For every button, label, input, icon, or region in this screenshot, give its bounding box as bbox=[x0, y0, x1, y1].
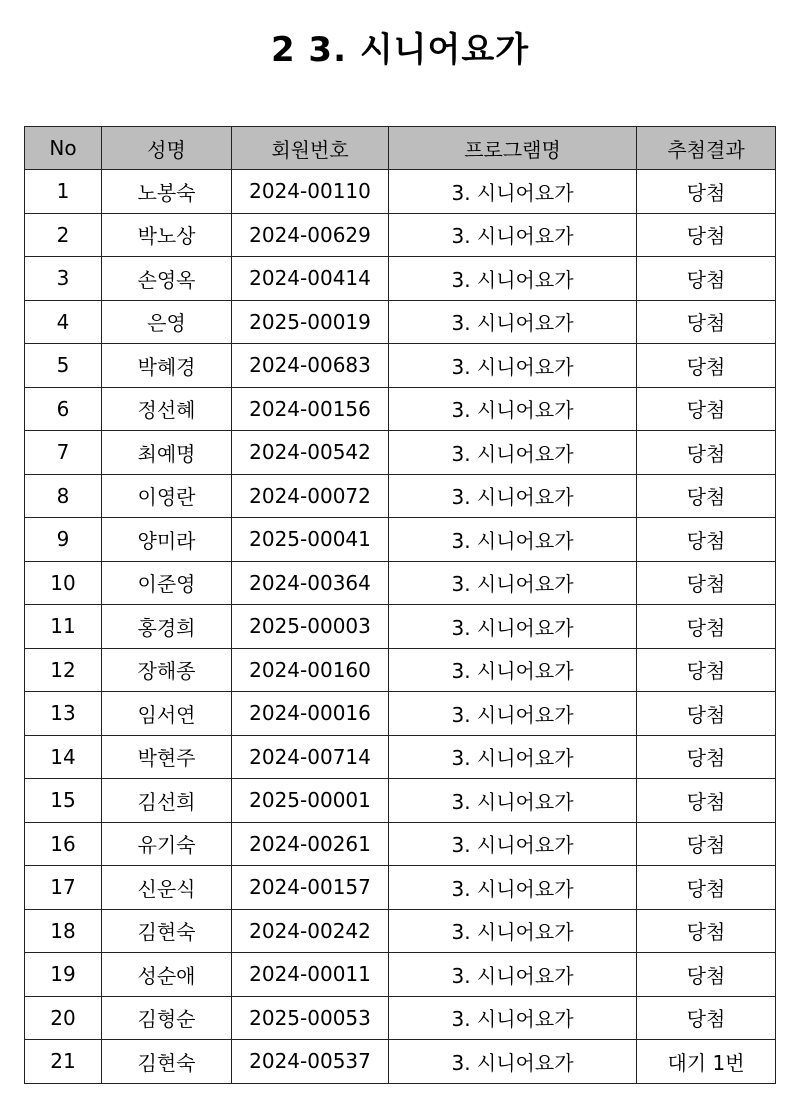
cell-no: 1 bbox=[25, 170, 102, 214]
cell-name: 박현주 bbox=[102, 735, 232, 779]
cell-lottery-result: 당첨 bbox=[637, 213, 776, 257]
cell-member-number: 2024-00242 bbox=[232, 909, 389, 953]
cell-name: 은영 bbox=[102, 300, 232, 344]
cell-no: 5 bbox=[25, 344, 102, 388]
header-name: 성명 bbox=[102, 127, 232, 170]
cell-member-number: 2024-00110 bbox=[232, 170, 389, 214]
cell-no: 21 bbox=[25, 1040, 102, 1084]
cell-member-number: 2024-00714 bbox=[232, 735, 389, 779]
cell-program-name: 3. 시니어요가 bbox=[389, 431, 637, 475]
cell-lottery-result: 당첨 bbox=[637, 431, 776, 475]
table-body bbox=[25, 170, 776, 1084]
cell-program-name: 3. 시니어요가 bbox=[389, 257, 637, 301]
cell-lottery-result: 당첨 bbox=[637, 300, 776, 344]
cell-no: 7 bbox=[25, 431, 102, 475]
cell-lottery-result: 당첨 bbox=[637, 909, 776, 953]
cell-member-number: 2025-00041 bbox=[232, 518, 389, 562]
header-member-number: 회원번호 bbox=[232, 127, 389, 170]
table-row bbox=[25, 909, 776, 953]
table-row bbox=[25, 822, 776, 866]
table-row bbox=[25, 605, 776, 649]
cell-no: 15 bbox=[25, 779, 102, 823]
cell-member-number: 2025-00003 bbox=[232, 605, 389, 649]
table-row bbox=[25, 953, 776, 997]
cell-no: 19 bbox=[25, 953, 102, 997]
header-program-name: 프로그램명 bbox=[389, 127, 637, 170]
cell-member-number: 2024-00364 bbox=[232, 561, 389, 605]
table-row bbox=[25, 996, 776, 1040]
cell-lottery-result: 당첨 bbox=[637, 387, 776, 431]
cell-lottery-result: 당첨 bbox=[637, 257, 776, 301]
cell-program-name: 3. 시니어요가 bbox=[389, 605, 637, 649]
cell-name: 이준영 bbox=[102, 561, 232, 605]
cell-member-number: 2024-00542 bbox=[232, 431, 389, 475]
cell-program-name: 3. 시니어요가 bbox=[389, 953, 637, 997]
cell-name: 최예명 bbox=[102, 431, 232, 475]
cell-program-name: 3. 시니어요가 bbox=[389, 213, 637, 257]
cell-program-name: 3. 시니어요가 bbox=[389, 300, 637, 344]
cell-name: 김현숙 bbox=[102, 1040, 232, 1084]
table-row bbox=[25, 300, 776, 344]
cell-member-number: 2024-00160 bbox=[232, 648, 389, 692]
header-lottery-result: 추첨결과 bbox=[637, 127, 776, 170]
cell-program-name: 3. 시니어요가 bbox=[389, 561, 637, 605]
cell-lottery-result: 당첨 bbox=[637, 605, 776, 649]
cell-no: 2 bbox=[25, 213, 102, 257]
cell-name: 양미라 bbox=[102, 518, 232, 562]
cell-name: 박혜경 bbox=[102, 344, 232, 388]
cell-program-name: 3. 시니어요가 bbox=[389, 735, 637, 779]
cell-no: 11 bbox=[25, 605, 102, 649]
cell-no: 10 bbox=[25, 561, 102, 605]
cell-program-name: 3. 시니어요가 bbox=[389, 779, 637, 823]
table-row bbox=[25, 431, 776, 475]
cell-member-number: 2024-00414 bbox=[232, 257, 389, 301]
cell-lottery-result: 당첨 bbox=[637, 779, 776, 823]
cell-no: 9 bbox=[25, 518, 102, 562]
cell-lottery-result: 당첨 bbox=[637, 953, 776, 997]
cell-member-number: 2024-00011 bbox=[232, 953, 389, 997]
table-row bbox=[25, 170, 776, 214]
table-row bbox=[25, 866, 776, 910]
cell-program-name: 3. 시니어요가 bbox=[389, 387, 637, 431]
cell-member-number: 2025-00053 bbox=[232, 996, 389, 1040]
table-header-row bbox=[25, 127, 776, 170]
cell-name: 이영란 bbox=[102, 474, 232, 518]
cell-lottery-result: 당첨 bbox=[637, 866, 776, 910]
cell-no: 12 bbox=[25, 648, 102, 692]
cell-lottery-result: 당첨 bbox=[637, 561, 776, 605]
table-row bbox=[25, 387, 776, 431]
cell-member-number: 2024-00537 bbox=[232, 1040, 389, 1084]
table-row bbox=[25, 692, 776, 736]
cell-no: 3 bbox=[25, 257, 102, 301]
cell-program-name: 3. 시니어요가 bbox=[389, 474, 637, 518]
cell-member-number: 2024-00156 bbox=[232, 387, 389, 431]
table-row bbox=[25, 344, 776, 388]
cell-member-number: 2024-00016 bbox=[232, 692, 389, 736]
cell-no: 16 bbox=[25, 822, 102, 866]
cell-name: 김선희 bbox=[102, 779, 232, 823]
cell-program-name: 3. 시니어요가 bbox=[389, 1040, 637, 1084]
cell-member-number: 2025-00019 bbox=[232, 300, 389, 344]
cell-name: 노봉숙 bbox=[102, 170, 232, 214]
cell-lottery-result: 당첨 bbox=[637, 518, 776, 562]
table-row bbox=[25, 561, 776, 605]
cell-no: 4 bbox=[25, 300, 102, 344]
table-row bbox=[25, 518, 776, 562]
cell-lottery-result: 대기 1번 bbox=[637, 1040, 776, 1084]
lottery-results-table bbox=[24, 126, 776, 1084]
cell-lottery-result: 당첨 bbox=[637, 344, 776, 388]
cell-lottery-result: 당첨 bbox=[637, 170, 776, 214]
table-row bbox=[25, 735, 776, 779]
table-row bbox=[25, 779, 776, 823]
cell-program-name: 3. 시니어요가 bbox=[389, 822, 637, 866]
cell-name: 홍경희 bbox=[102, 605, 232, 649]
cell-lottery-result: 당첨 bbox=[637, 474, 776, 518]
cell-no: 17 bbox=[25, 866, 102, 910]
table-row bbox=[25, 648, 776, 692]
table-row bbox=[25, 213, 776, 257]
cell-member-number: 2024-00629 bbox=[232, 213, 389, 257]
cell-name: 김형순 bbox=[102, 996, 232, 1040]
cell-program-name: 3. 시니어요가 bbox=[389, 909, 637, 953]
cell-program-name: 3. 시니어요가 bbox=[389, 996, 637, 1040]
table-row bbox=[25, 257, 776, 301]
cell-no: 13 bbox=[25, 692, 102, 736]
cell-program-name: 3. 시니어요가 bbox=[389, 648, 637, 692]
cell-member-number: 2025-00001 bbox=[232, 779, 389, 823]
cell-name: 성순애 bbox=[102, 953, 232, 997]
cell-member-number: 2024-00072 bbox=[232, 474, 389, 518]
cell-program-name: 3. 시니어요가 bbox=[389, 170, 637, 214]
cell-lottery-result: 당첨 bbox=[637, 648, 776, 692]
cell-program-name: 3. 시니어요가 bbox=[389, 692, 637, 736]
cell-no: 8 bbox=[25, 474, 102, 518]
cell-lottery-result: 당첨 bbox=[637, 692, 776, 736]
cell-no: 20 bbox=[25, 996, 102, 1040]
cell-member-number: 2024-00157 bbox=[232, 866, 389, 910]
cell-member-number: 2024-00683 bbox=[232, 344, 389, 388]
cell-no: 18 bbox=[25, 909, 102, 953]
cell-no: 14 bbox=[25, 735, 102, 779]
cell-name: 정선혜 bbox=[102, 387, 232, 431]
cell-name: 신운식 bbox=[102, 866, 232, 910]
cell-program-name: 3. 시니어요가 bbox=[389, 866, 637, 910]
cell-no: 6 bbox=[25, 387, 102, 431]
cell-lottery-result: 당첨 bbox=[637, 735, 776, 779]
cell-program-name: 3. 시니어요가 bbox=[389, 518, 637, 562]
cell-lottery-result: 당첨 bbox=[637, 996, 776, 1040]
cell-name: 유기숙 bbox=[102, 822, 232, 866]
table-row bbox=[25, 474, 776, 518]
cell-name: 임서연 bbox=[102, 692, 232, 736]
page-title: 2 3. 시니어요가 bbox=[270, 30, 530, 70]
cell-lottery-result: 당첨 bbox=[637, 822, 776, 866]
cell-name: 김현숙 bbox=[102, 909, 232, 953]
cell-name: 손영옥 bbox=[102, 257, 232, 301]
cell-program-name: 3. 시니어요가 bbox=[389, 344, 637, 388]
cell-name: 장해종 bbox=[102, 648, 232, 692]
cell-member-number: 2024-00261 bbox=[232, 822, 389, 866]
table-row bbox=[25, 1040, 776, 1084]
cell-name: 박노상 bbox=[102, 213, 232, 257]
header-no: No bbox=[25, 127, 102, 170]
